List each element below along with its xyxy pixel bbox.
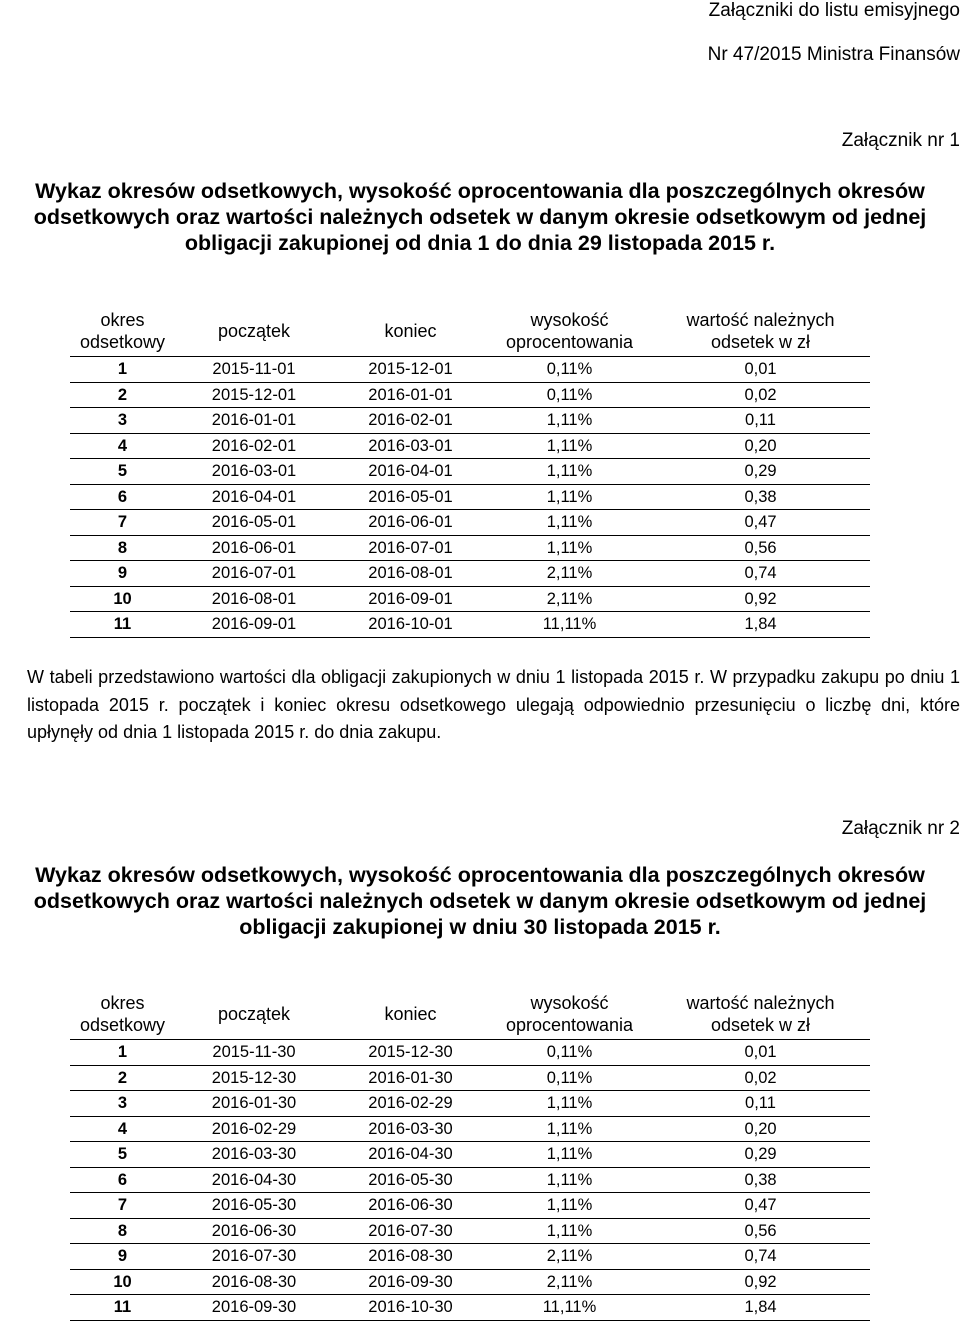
table-cell: 0,11% bbox=[488, 382, 651, 408]
table-cell: 2016-08-30 bbox=[333, 1244, 488, 1270]
table-cell: 11,11% bbox=[488, 1295, 651, 1321]
table-row bbox=[70, 433, 870, 459]
table-cell: 2016-09-30 bbox=[333, 1269, 488, 1295]
table-cell: 2016-01-30 bbox=[333, 1065, 488, 1091]
period-number: 8 bbox=[70, 1218, 175, 1244]
table-cell: 0,92 bbox=[651, 586, 870, 612]
column-header bbox=[488, 989, 651, 1040]
column-header bbox=[70, 306, 175, 357]
period-number: 5 bbox=[70, 459, 175, 485]
table-cell: 2015-11-01 bbox=[175, 357, 333, 383]
table-cell: 0,11% bbox=[488, 1065, 651, 1091]
table-cell: 2016-09-01 bbox=[175, 612, 333, 638]
annex2-label: Załącznik nr 2 bbox=[841, 818, 960, 839]
table-row bbox=[70, 382, 870, 408]
table-cell: 2016-02-01 bbox=[175, 433, 333, 459]
table-cell: 2016-09-30 bbox=[175, 1295, 333, 1321]
table-cell: 1,11% bbox=[488, 484, 651, 510]
table-row bbox=[70, 1116, 870, 1142]
table-cell: 0,38 bbox=[651, 484, 870, 510]
period-number: 6 bbox=[70, 1167, 175, 1193]
table-cell: 2,11% bbox=[488, 561, 651, 587]
annex2-title-line: odsetkowych oraz wartości należnych odsetek w danym okresie odsetkowym od jednej bbox=[33, 889, 927, 913]
table-cell: 2016-07-30 bbox=[175, 1244, 333, 1270]
table-cell: 0,74 bbox=[651, 1244, 870, 1270]
table-header bbox=[70, 306, 870, 357]
table-cell: 2016-08-01 bbox=[333, 561, 488, 587]
table-cell: 2016-05-01 bbox=[175, 510, 333, 536]
period-number: 1 bbox=[70, 357, 175, 383]
table-cell: 2016-06-30 bbox=[175, 1218, 333, 1244]
table-cell: 2016-06-30 bbox=[333, 1193, 488, 1219]
table-cell: 0,29 bbox=[651, 1142, 870, 1168]
period-number: 4 bbox=[70, 1116, 175, 1142]
table-cell: 1,11% bbox=[488, 408, 651, 434]
period-number: 7 bbox=[70, 1193, 175, 1219]
table-cell: 0,11% bbox=[488, 357, 651, 383]
period-number: 3 bbox=[70, 1091, 175, 1117]
table-cell: 2016-01-30 bbox=[175, 1091, 333, 1117]
table-cell: 1,11% bbox=[488, 1193, 651, 1219]
period-number: 11 bbox=[70, 612, 175, 638]
table-cell: 2016-03-30 bbox=[333, 1116, 488, 1142]
column-header-line: koniec bbox=[384, 1004, 437, 1024]
table-row bbox=[70, 535, 870, 561]
period-number: 10 bbox=[70, 1269, 175, 1295]
table-cell: 2,11% bbox=[488, 1269, 651, 1295]
table-row bbox=[70, 1193, 870, 1219]
table-row bbox=[70, 561, 870, 587]
table-cell: 0,29 bbox=[651, 459, 870, 485]
table-cell: 2015-12-30 bbox=[333, 1040, 488, 1066]
column-header-line: odsetek w zł bbox=[710, 332, 811, 352]
table-cell: 2015-12-30 bbox=[175, 1065, 333, 1091]
table-cell: 1,84 bbox=[651, 612, 870, 638]
column-header bbox=[175, 989, 333, 1040]
annex2-title-line: Wykaz okresów odsetkowych, wysokość oprocentowania dla poszczególnych okresów bbox=[35, 863, 925, 887]
table-cell: 1,11% bbox=[488, 510, 651, 536]
annex1-title bbox=[20, 178, 940, 256]
column-header-line: wysokość bbox=[530, 993, 609, 1013]
table-row bbox=[70, 612, 870, 638]
period-number: 2 bbox=[70, 382, 175, 408]
period-number: 9 bbox=[70, 561, 175, 587]
table-cell: 2,11% bbox=[488, 1244, 651, 1270]
table-cell: 0,11 bbox=[651, 1091, 870, 1117]
table-cell: 2016-04-01 bbox=[333, 459, 488, 485]
table-cell: 2016-07-30 bbox=[333, 1218, 488, 1244]
annex1-title-line: odsetkowych oraz wartości należnych odsetek w danym okresie odsetkowym od jednej bbox=[33, 205, 927, 229]
table-row bbox=[70, 357, 870, 383]
table-cell: 2016-08-01 bbox=[175, 586, 333, 612]
header-line-2: Nr 47/2015 Ministra Finansów bbox=[707, 44, 960, 65]
table-cell: 2016-05-30 bbox=[333, 1167, 488, 1193]
table-cell: 0,47 bbox=[651, 1193, 870, 1219]
table-cell: 0,11% bbox=[488, 1040, 651, 1066]
table-cell: 1,11% bbox=[488, 459, 651, 485]
table-cell: 0,20 bbox=[651, 1116, 870, 1142]
table-cell: 0,56 bbox=[651, 535, 870, 561]
period-number: 3 bbox=[70, 408, 175, 434]
table-row bbox=[70, 510, 870, 536]
table-cell: 2015-12-01 bbox=[175, 382, 333, 408]
period-number: 1 bbox=[70, 1040, 175, 1066]
table-header bbox=[70, 989, 870, 1040]
column-header bbox=[70, 989, 175, 1040]
column-header bbox=[175, 306, 333, 357]
table-cell: 2016-04-01 bbox=[175, 484, 333, 510]
period-number: 9 bbox=[70, 1244, 175, 1270]
table-row bbox=[70, 1218, 870, 1244]
column-header bbox=[333, 306, 488, 357]
table-cell: 0,02 bbox=[651, 1065, 870, 1091]
table-cell: 0,56 bbox=[651, 1218, 870, 1244]
table-cell: 0,02 bbox=[651, 382, 870, 408]
header-line-1: Załączniki do listu emisyjnego bbox=[708, 0, 960, 21]
column-header-line: odsetek w zł bbox=[710, 1015, 811, 1035]
table-cell: 2016-01-01 bbox=[175, 408, 333, 434]
table-cell: 2016-10-01 bbox=[333, 612, 488, 638]
period-number: 11 bbox=[70, 1295, 175, 1321]
period-number: 7 bbox=[70, 510, 175, 536]
table-cell: 1,11% bbox=[488, 1218, 651, 1244]
period-number: 8 bbox=[70, 535, 175, 561]
column-header-line: okres bbox=[100, 993, 145, 1013]
table-cell: 2016-07-01 bbox=[333, 535, 488, 561]
annex1-note: W tabeli przedstawiono wartości dla obligacji zakupionych w dniu 1 listopada 2015 r. W przypadku zakupu po dniu 1 listopada 2015 r. początek i koniec okresu odsetkowego ulegają odpowiednio przesunięciu o liczbę dni, które upłynęły od dnia 1 listopada 2015 r. do dnia zakupu. bbox=[27, 667, 960, 742]
table-cell: 2016-02-29 bbox=[333, 1091, 488, 1117]
table-row bbox=[70, 1167, 870, 1193]
table-cell: 1,11% bbox=[488, 433, 651, 459]
column-header-line: odsetkowy bbox=[79, 332, 166, 352]
column-header-line: początek bbox=[217, 321, 291, 341]
table-row bbox=[70, 1065, 870, 1091]
table-cell: 0,74 bbox=[651, 561, 870, 587]
table-cell: 0,92 bbox=[651, 1269, 870, 1295]
column-header-line: wysokość bbox=[530, 310, 609, 330]
table-cell: 2016-04-30 bbox=[333, 1142, 488, 1168]
table-cell: 2016-03-01 bbox=[175, 459, 333, 485]
column-header-line: początek bbox=[217, 1004, 291, 1024]
table-row bbox=[70, 1295, 870, 1321]
annex1-title-line: obligacji zakupionej od dnia 1 do dnia 29 listopada 2015 r. bbox=[184, 231, 776, 255]
table-cell: 1,84 bbox=[651, 1295, 870, 1321]
period-number: 2 bbox=[70, 1065, 175, 1091]
column-header-line: oprocentowania bbox=[505, 332, 634, 352]
table-row bbox=[70, 1244, 870, 1270]
table-cell: 2016-06-01 bbox=[333, 510, 488, 536]
table-cell: 2016-10-30 bbox=[333, 1295, 488, 1321]
column-header-line: oprocentowania bbox=[505, 1015, 634, 1035]
table-cell: 0,11 bbox=[651, 408, 870, 434]
table-cell: 2016-02-29 bbox=[175, 1116, 333, 1142]
table-cell: 2015-11-30 bbox=[175, 1040, 333, 1066]
table-cell: 2016-03-01 bbox=[333, 433, 488, 459]
table-cell: 0,47 bbox=[651, 510, 870, 536]
period-number: 5 bbox=[70, 1142, 175, 1168]
table-row bbox=[70, 1091, 870, 1117]
column-header bbox=[333, 989, 488, 1040]
table-cell: 0,38 bbox=[651, 1167, 870, 1193]
table-cell: 2016-04-30 bbox=[175, 1167, 333, 1193]
column-header-line: wartość należnych bbox=[686, 993, 835, 1013]
table-cell: 2016-09-01 bbox=[333, 586, 488, 612]
column-header-line: koniec bbox=[384, 321, 437, 341]
table-cell: 1,11% bbox=[488, 1142, 651, 1168]
table-cell: 2016-02-01 bbox=[333, 408, 488, 434]
table-row bbox=[70, 484, 870, 510]
annex2-title bbox=[20, 862, 940, 940]
annex1-label: Załącznik nr 1 bbox=[841, 130, 960, 151]
column-header bbox=[488, 306, 651, 357]
table-cell: 1,11% bbox=[488, 535, 651, 561]
table-row bbox=[70, 1269, 870, 1295]
table-cell: 0,01 bbox=[651, 357, 870, 383]
table-cell: 0,20 bbox=[651, 433, 870, 459]
period-number: 6 bbox=[70, 484, 175, 510]
table-row bbox=[70, 1142, 870, 1168]
annex1-title-line: Wykaz okresów odsetkowych, wysokość oprocentowania dla poszczególnych okresów bbox=[35, 179, 925, 203]
table-cell: 1,11% bbox=[488, 1091, 651, 1117]
column-header-line: okres bbox=[100, 310, 145, 330]
annex1-table bbox=[70, 306, 870, 638]
table-cell: 0,01 bbox=[651, 1040, 870, 1066]
table-cell: 2016-07-01 bbox=[175, 561, 333, 587]
table-cell: 2015-12-01 bbox=[333, 357, 488, 383]
table-cell: 2016-05-30 bbox=[175, 1193, 333, 1219]
table-cell: 1,11% bbox=[488, 1116, 651, 1142]
table-cell: 2016-01-01 bbox=[333, 382, 488, 408]
table-row bbox=[70, 459, 870, 485]
table-row bbox=[70, 408, 870, 434]
column-header-line: wartość należnych bbox=[686, 310, 835, 330]
annex2-title-line: obligacji zakupionej w dniu 30 listopada 2015 r. bbox=[239, 915, 721, 939]
table-cell: 2016-05-01 bbox=[333, 484, 488, 510]
column-header-line: odsetkowy bbox=[79, 1015, 166, 1035]
column-header bbox=[651, 989, 870, 1040]
table-cell: 1,11% bbox=[488, 1167, 651, 1193]
table-cell: 11,11% bbox=[488, 612, 651, 638]
table-cell: 2,11% bbox=[488, 586, 651, 612]
table-row bbox=[70, 586, 870, 612]
column-header bbox=[651, 306, 870, 357]
table-cell: 2016-08-30 bbox=[175, 1269, 333, 1295]
annex2-table bbox=[70, 989, 870, 1321]
table-row bbox=[70, 1040, 870, 1066]
period-number: 4 bbox=[70, 433, 175, 459]
period-number: 10 bbox=[70, 586, 175, 612]
table-cell: 2016-06-01 bbox=[175, 535, 333, 561]
table-cell: 2016-03-30 bbox=[175, 1142, 333, 1168]
